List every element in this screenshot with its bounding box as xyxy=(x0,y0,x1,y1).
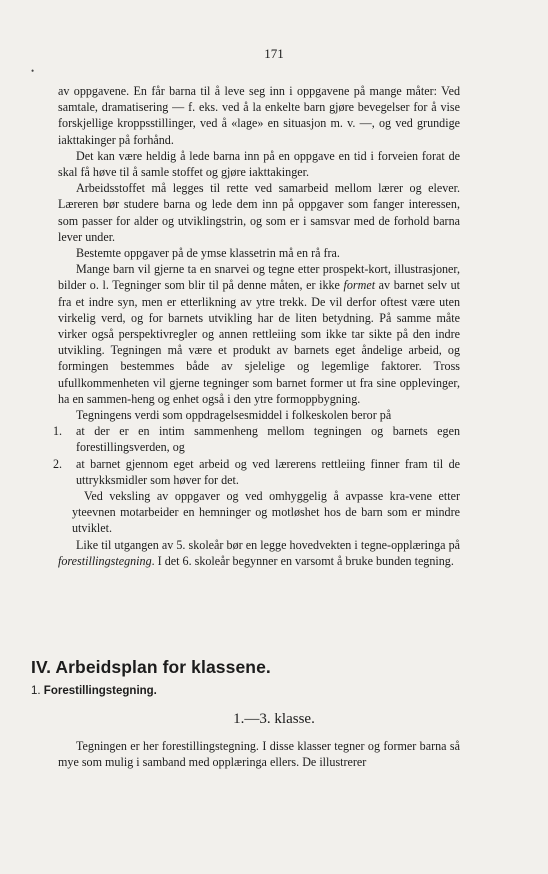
paragraph xyxy=(58,261,460,407)
emphasis-text: forestillingstegning xyxy=(58,553,152,568)
paragraph: Det kan være heldig å lede barna inn på en oppgave en tid i forveien forat de skal få høve til å samle stoffet og gjøre iakttakinger. xyxy=(58,148,460,180)
paragraph xyxy=(58,537,460,569)
paragraph-text: . I det 6. skoleår begynner en varsomt å bruke bunden tegning. xyxy=(151,553,454,568)
list-number: 2. xyxy=(53,456,63,471)
page-number: 171 xyxy=(264,46,284,61)
list-number: 1. xyxy=(53,424,63,439)
section-body-text xyxy=(58,738,460,770)
list-text: at der er en intim sammenheng mellom tegningen og barnets egen forestillingsverden, og xyxy=(76,424,460,455)
paragraph-text: av barnet selv ut fra et indre syn, men er etterlikning av ytre trekk. De vil derfor oftest være uten virkelig verd, og for barnets utvikling har de liten betydning. På samme måte virker også perspektivregler og annen rettleiing som ikke tar sikte på den indre utvikling. Tegningen må være et produkt av barnets eget åndelige arbeid, og formingen bestemmes både av sjelelige og legemlige faktorer. Tross ufullkommenheten vil gjerne tegninger som barnet former ut fra sine opplevinger, ha en sammen-heng og enhet også i den ytre formoppbygning. xyxy=(58,278,460,406)
list-item xyxy=(53,423,460,455)
paragraph: Arbeidsstoffet må legges til rette ved samarbeid mellom lærer og elever. Læreren bør studere barna og lede dem inn på oppgaver som fanger interessen, som passer for alder og utviklingstrin, og som er i samsvar med de forhold barna lever under. xyxy=(58,181,460,244)
emphasis-text: formet xyxy=(343,278,376,293)
list-item xyxy=(53,456,460,488)
paragraph xyxy=(72,488,460,537)
body-text xyxy=(53,83,460,569)
sub-heading-title: Forestillingstegning. xyxy=(43,685,157,697)
paragraph: Bestemte oppgaver på de ymse klassetrin må en rå fra. xyxy=(76,246,340,261)
section-heading: IV. Arbeidsplan for klassene. xyxy=(31,657,271,677)
paragraph-text: Ved veksling av oppgaver og ved omhyggelig å avpasse kra-vene etter yteevnen motarbeider en hemninger og motløshet hos de barn som er mindre utviklet. xyxy=(72,489,460,536)
sub-heading xyxy=(31,685,157,697)
list-text: at barnet gjennom eget arbeid og ved lærerens rettleiing finner fram til de uttrykksmidler som høver for det. xyxy=(76,456,460,487)
paragraph: Tegningen er her forestillingstegning. I disse klasser tegner og former barna så mye som mulig i samband med opplæringa ellers. De illustrerer xyxy=(58,739,460,770)
class-heading: 1.—3. klasse. xyxy=(233,711,315,727)
margin-mark: • xyxy=(31,66,35,76)
paragraph-text: Mange barn vil gjerne ta en snarvei og tegne etter prospekt-kort, illustrasjoner, bilder o. l. Tegninger som blir til på denne måten, er ikke xyxy=(58,262,460,293)
paragraph: Tegningens verdi som oppdragelsesmiddel i folkeskolen beror på xyxy=(76,408,392,423)
paragraph: av oppgavene. En får barna til å leve seg inn i oppgavene på mange måter: Ved samtale, dramatisering — f. eks. ved å la enkelte barn gjøre bevegelser for å vise forskjellige kroppsstillinger, ved å «lage» en situasjon m. v. —, og ved grundige iakttakinger på forhånd. xyxy=(58,84,460,147)
paragraph-text: Like til utgangen av 5. skoleår bør en legge hovedvekten i tegne-opplæringa på xyxy=(76,537,460,552)
numbered-list xyxy=(53,423,460,488)
sub-heading-number: 1. xyxy=(31,685,41,697)
